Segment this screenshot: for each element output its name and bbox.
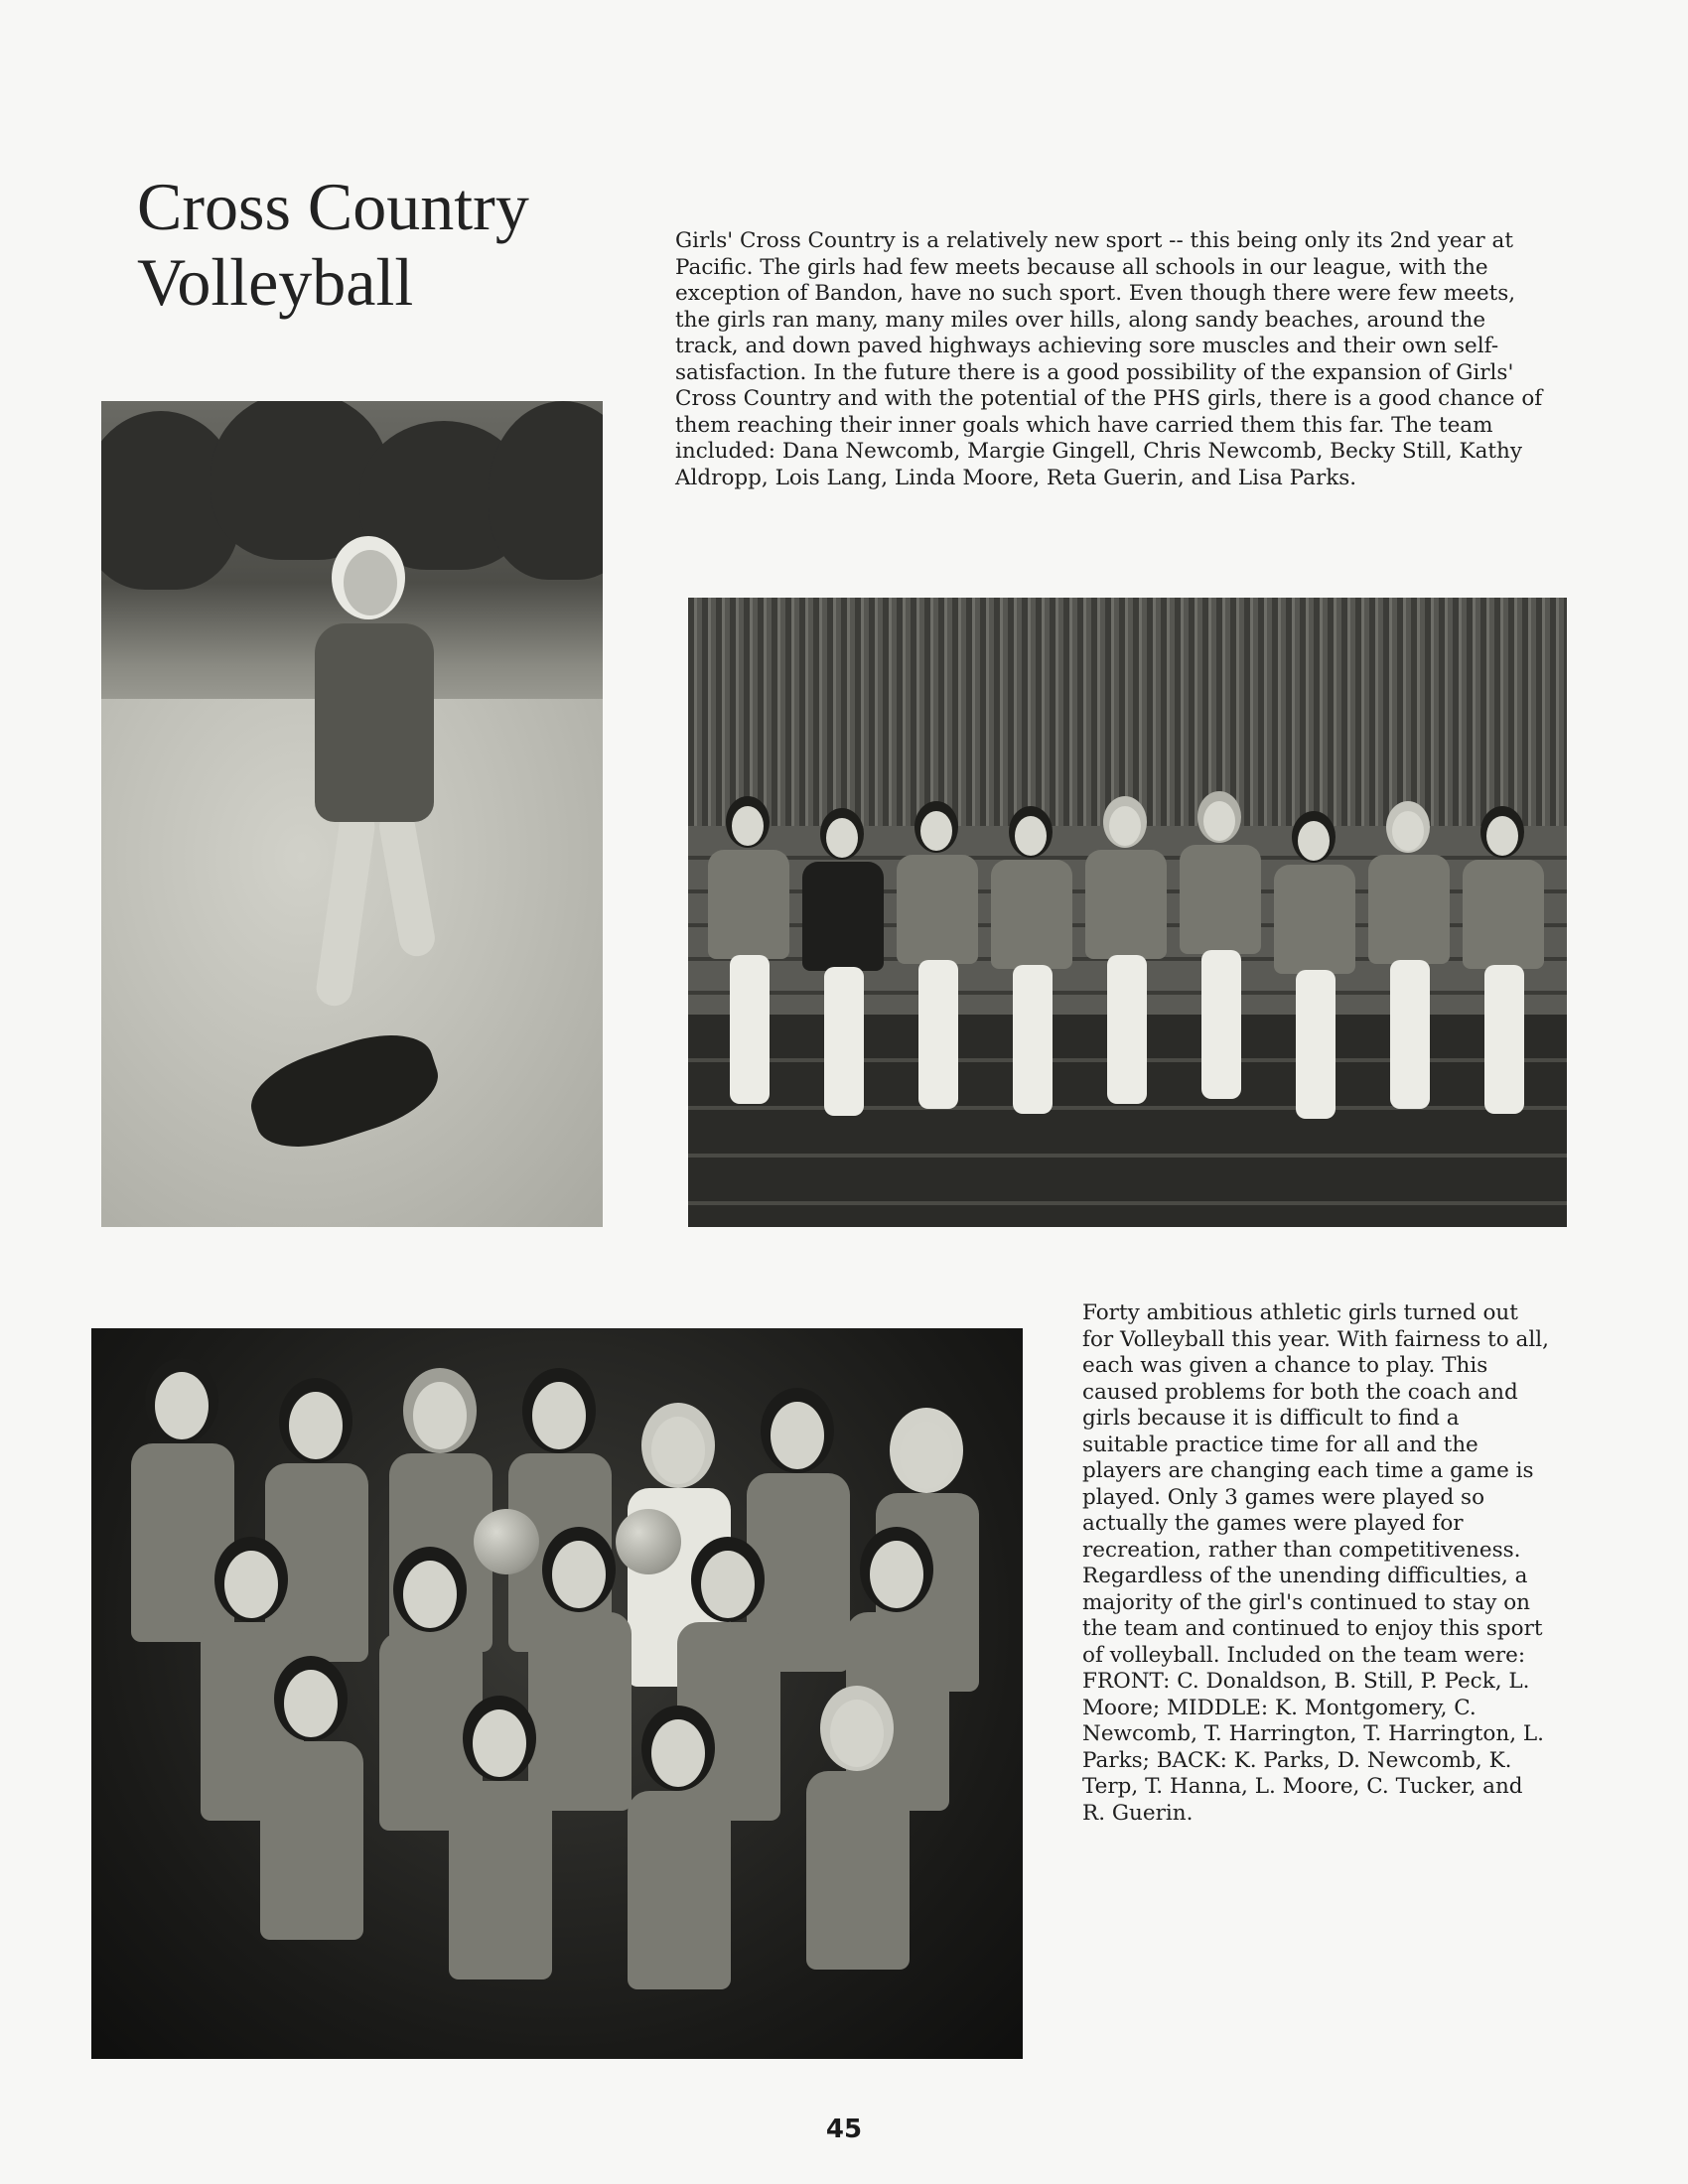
page-title bbox=[137, 169, 529, 320]
page-number: 45 bbox=[825, 2115, 863, 2144]
cross-country-team-photo bbox=[688, 598, 1567, 1227]
title-line-cross-country: Cross Country bbox=[137, 169, 529, 244]
volleyball-team-photo bbox=[91, 1328, 1023, 2059]
runner-photo bbox=[101, 401, 603, 1227]
volleyball-paragraph: Forty ambitious athletic girls turned out for Volleyball this year. With fairness to all, each was given a chance to play. This caused problems for both the coach and girls because it is difficult to find a suitable practice time for all and the players are changing each time a game is played. Only 3 games were played so actually the games were played for recreation, rather than competitiveness. Regardless of the unending difficulties, a majority of the girl's continued to stay on the team and continued to enjoy this sport of volleyball. Included on the team were: FRONT: C. Donaldson, B. Still, P. Peck, L. Moore; MIDDLE: K. Montgomery, C. Newcomb, T. Harrington, T. Harrington, L. Parks; BACK: K. Parks, D. Newcomb, K. Terp, T. Hanna, L. Moore, C. Tucker, and R. Guerin. bbox=[1082, 1300, 1549, 1826]
cross-country-paragraph: Girls' Cross Country is a relatively new sport -- this being only its 2nd year at Pacific. The girls had few meets because all schools in our league, with the exception of Bandon, have no such sport. Even though there were few meets, the girls ran many, many miles over hills, along sandy beaches, around the track, and down paved highways achieving sore muscles and their own self-satisfaction. In the future there is a good possibility of the expansion of Girls' Cross Country and with the potential of the PHS girls, there is a good chance of them reaching their inner goals which have carried them this far. The team included: Dana Newcomb, Margie Gingell, Chris Newcomb, Becky Still, Kathy Aldropp, Lois Lang, Linda Moore, Reta Guerin, and Lisa Parks. bbox=[675, 228, 1543, 490]
title-line-volleyball: Volleyball bbox=[137, 244, 414, 320]
